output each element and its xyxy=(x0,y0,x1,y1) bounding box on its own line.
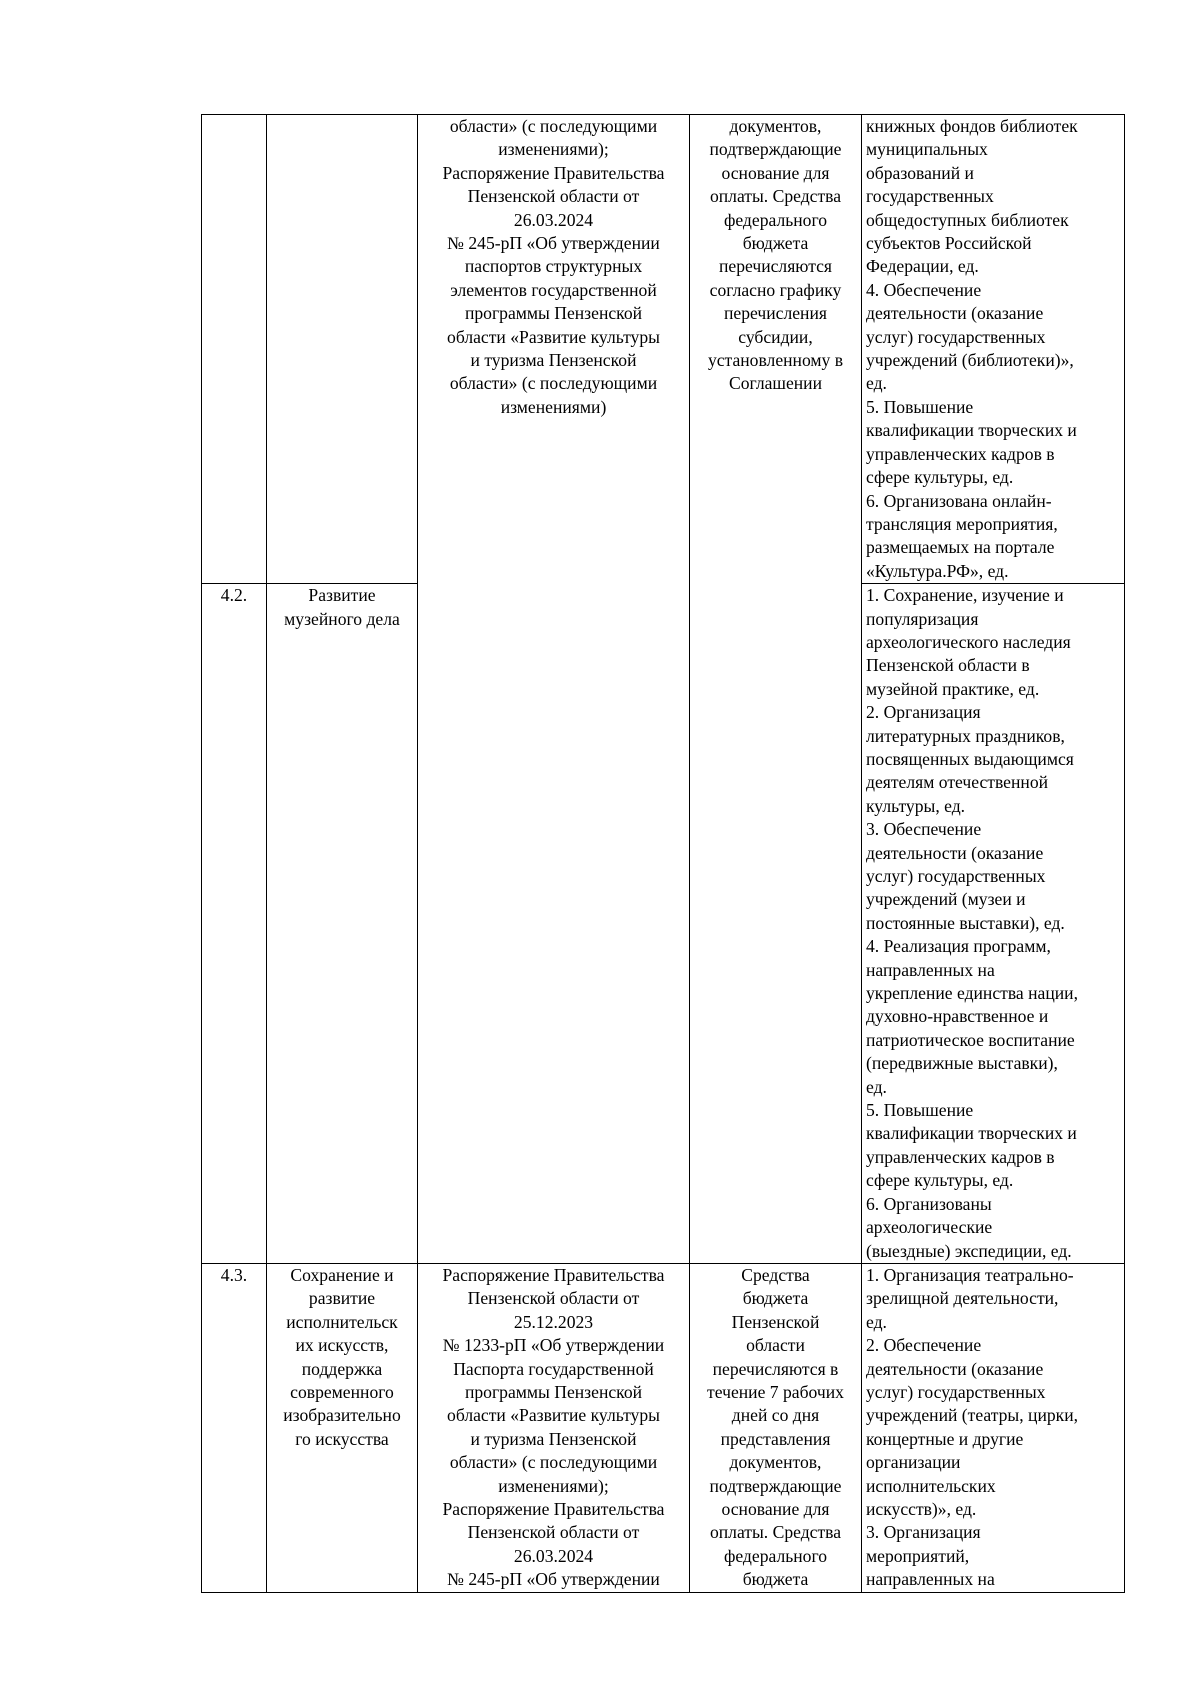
legal-basis-line: области «Развитие культуры xyxy=(447,1405,660,1426)
row-number-cell xyxy=(202,584,267,1264)
result-line: Федерации, ед. xyxy=(866,256,979,277)
result-line: концертные и другие xyxy=(866,1428,1024,1449)
payment-terms-line: субсидии, xyxy=(738,326,813,347)
result-line: 1. Организация театрально- xyxy=(866,1264,1074,1285)
result-line: муниципальных xyxy=(866,139,988,160)
results-cell xyxy=(862,1263,1125,1592)
result-line: постоянные выставки), ед. xyxy=(866,912,1065,933)
result-line: учреждений (музеи и xyxy=(866,889,1026,910)
legal-basis-line: № 245-рП «Об утверждении xyxy=(447,1569,660,1590)
payment-terms-line: бюджета xyxy=(742,1288,809,1309)
result-line: археологические xyxy=(866,1217,993,1238)
result-line: квалификации творческих и xyxy=(866,420,1077,441)
result-line: (выездные) экспедиции, ед. xyxy=(866,1240,1072,1261)
payment-terms-line: основание для xyxy=(721,162,830,183)
result-line: деятельности (оказание xyxy=(866,303,1044,324)
payment-terms-line: Соглашении xyxy=(728,373,823,394)
result-line: направленных на xyxy=(866,959,995,980)
result-line: организации xyxy=(866,1452,961,1473)
legal-basis-line: Распоряжение Правительства xyxy=(442,1264,665,1285)
result-line: сфере культуры, ед. xyxy=(866,467,1014,488)
event-name-cell xyxy=(267,584,418,1264)
event-name-line: исполнительск xyxy=(286,1311,398,1332)
payment-terms-line: согласно графику xyxy=(709,279,842,300)
result-line: ед. xyxy=(866,1311,887,1332)
result-line: музейной практике, ед. xyxy=(866,678,1040,699)
payment-terms-line: течение 7 рабочих xyxy=(707,1381,844,1402)
result-line: управленческих кадров в xyxy=(866,443,1055,464)
payment-terms-line: подтверждающие xyxy=(709,139,842,160)
result-line: книжных фондов библиотек xyxy=(866,116,1078,136)
result-line: 6. Организованы xyxy=(866,1193,992,1214)
legal-basis-line: № 1233-рП «Об утверждении xyxy=(442,1335,665,1356)
result-line: «Культура.РФ», ед. xyxy=(866,560,1009,581)
result-line: 5. Повышение xyxy=(866,396,974,417)
payment-terms-line: Пензенской xyxy=(731,1311,820,1332)
result-line: (передвижные выставки), xyxy=(866,1053,1058,1074)
legal-basis-line: 26.03.2024 xyxy=(513,209,594,230)
payment-terms-line: оплаты. Средства xyxy=(709,1522,842,1543)
payment-terms-line: бюджета xyxy=(742,1569,809,1590)
event-name-line: их искусств, xyxy=(295,1335,389,1356)
row-number: 4.2. xyxy=(220,585,248,606)
result-line: управленческих кадров в xyxy=(866,1146,1055,1167)
result-line: 2. Организация xyxy=(866,702,981,723)
payment-terms-line: перечисляются xyxy=(718,256,833,277)
result-line: популяризация xyxy=(866,608,979,629)
payment-terms-line: Средства xyxy=(741,1264,810,1285)
result-line: 3. Обеспечение xyxy=(866,819,982,840)
result-line: патриотическое воспитание xyxy=(866,1029,1075,1050)
legal-basis-line: элементов государственной xyxy=(450,279,657,300)
event-name-line: развитие xyxy=(308,1288,376,1309)
legal-basis-line: программы Пензенской xyxy=(464,303,643,324)
results-cell xyxy=(862,115,1125,584)
legal-basis-line: Распоряжение Правительства xyxy=(442,1498,665,1519)
legal-basis-line: области» (с последующими xyxy=(449,116,658,136)
legal-basis-line: программы Пензенской xyxy=(464,1381,643,1402)
event-name-line: музейного дела xyxy=(284,608,400,629)
event-name-line: изобразительно xyxy=(283,1405,401,1426)
result-line: общедоступных библиотек xyxy=(866,209,1069,230)
event-name-line: го искусства xyxy=(295,1428,389,1449)
legal-basis-line: Паспорта государственной xyxy=(453,1358,654,1379)
payment-terms-cell xyxy=(690,115,862,1264)
result-line: деятелям отечественной xyxy=(866,772,1049,793)
result-line: 1. Сохранение, изучение и xyxy=(866,585,1064,606)
result-line: 4. Обеспечение xyxy=(866,279,982,300)
event-name-line: поддержка xyxy=(301,1358,383,1379)
legal-basis-line: паспортов структурных xyxy=(464,256,643,277)
legal-basis-line: 26.03.2024 xyxy=(513,1545,594,1566)
payment-terms-line: установленному в xyxy=(707,350,844,371)
event-name-cell xyxy=(267,1263,418,1592)
payment-terms-line: подтверждающие xyxy=(709,1475,842,1496)
result-line: археологического наследия xyxy=(866,631,1071,652)
legal-basis-line: изменениями); xyxy=(498,139,609,160)
result-line: услуг) государственных xyxy=(866,866,1046,886)
result-line: учреждений (театры, цирки, xyxy=(866,1405,1079,1426)
legal-basis-cell xyxy=(418,1263,690,1592)
result-line: квалификации творческих и xyxy=(866,1123,1077,1144)
result-line: духовно-нравственное и xyxy=(866,1006,1049,1027)
result-line: услуг) государственных xyxy=(866,1381,1046,1402)
legal-basis-line: Пензенской области от xyxy=(467,186,640,207)
result-line: 6. Организована онлайн- xyxy=(866,490,1052,511)
result-line: размещаемых на портале xyxy=(866,537,1055,558)
event-name-cell xyxy=(267,115,418,584)
result-line: услуг) государственных xyxy=(866,326,1046,347)
result-line: культуры, ед. xyxy=(866,795,966,816)
result-line: субъектов Российской xyxy=(866,233,1032,254)
payment-terms-line: области xyxy=(746,1335,805,1356)
result-line: образований и xyxy=(866,162,974,183)
legal-basis-line: и туризма Пензенской xyxy=(470,1428,637,1449)
legal-basis-line: изменениями); xyxy=(498,1475,609,1496)
legal-basis-line: области» (с последующими xyxy=(449,1452,658,1473)
result-line: деятельности (оказание xyxy=(866,1358,1044,1379)
legal-basis-line: 25.12.2023 xyxy=(513,1311,594,1332)
payment-terms-line: перечисляются в xyxy=(712,1358,839,1379)
payment-terms-line: документов, xyxy=(729,1452,822,1473)
result-line: искусств)», ед. xyxy=(866,1498,977,1519)
result-line: литературных праздников, xyxy=(866,725,1065,746)
table-row xyxy=(202,115,1125,584)
result-line: ед. xyxy=(866,1076,887,1097)
table-row xyxy=(202,1263,1125,1592)
event-name-line: Развитие xyxy=(308,585,376,606)
row-number-cell xyxy=(202,115,267,584)
payment-terms-line: оплаты. Средства xyxy=(709,186,842,207)
payment-terms-line: федерального xyxy=(723,1545,828,1566)
result-line: 4. Реализация программ, xyxy=(866,936,1051,957)
result-line: сфере культуры, ед. xyxy=(866,1170,1014,1191)
result-line: 5. Повышение xyxy=(866,1100,974,1121)
legal-basis-line: Пензенской области от xyxy=(467,1288,640,1309)
event-name-line: Сохранение и xyxy=(290,1264,394,1285)
result-line: посвященных выдающимся xyxy=(866,748,1074,769)
payment-terms-line: основание для xyxy=(721,1498,830,1519)
result-line: Пензенской области в xyxy=(866,655,1030,676)
row-number-cell xyxy=(202,1263,267,1592)
legal-basis-line: и туризма Пензенской xyxy=(470,350,637,371)
payment-terms-line: документов, xyxy=(729,116,822,136)
result-line: направленных на xyxy=(866,1569,995,1590)
result-line: зрелищной деятельности, xyxy=(866,1288,1059,1309)
result-line: деятельности (оказание xyxy=(866,842,1044,863)
document-table xyxy=(201,114,1125,1593)
results-cell xyxy=(862,584,1125,1264)
legal-basis-line: области «Развитие культуры xyxy=(447,326,660,347)
legal-basis-line: Пензенской области от xyxy=(467,1522,640,1543)
legal-basis-cell xyxy=(418,115,690,1264)
legal-basis-line: изменениями) xyxy=(500,396,607,417)
event-name-line: современного xyxy=(290,1381,394,1402)
result-line: исполнительских xyxy=(866,1475,996,1496)
row-number: 4.3. xyxy=(220,1264,248,1285)
legal-basis-line: Распоряжение Правительства xyxy=(442,162,665,183)
result-line: мероприятий, xyxy=(866,1545,970,1566)
payment-terms-line: перечисления xyxy=(724,303,827,324)
payment-terms-cell xyxy=(690,1263,862,1592)
payment-terms-line: представления xyxy=(720,1428,831,1449)
legal-basis-line: области» (с последующими xyxy=(449,373,658,394)
result-line: учреждений (библиотеки)», xyxy=(866,350,1074,371)
payment-terms-line: дней со дня xyxy=(731,1405,820,1426)
payment-terms-line: бюджета xyxy=(742,233,809,254)
result-line: государственных xyxy=(866,186,994,207)
result-line: 3. Организация xyxy=(866,1522,981,1543)
result-line: трансляция мероприятия, xyxy=(866,513,1058,534)
result-line: укрепление единства нации, xyxy=(866,983,1079,1004)
result-line: 2. Обеспечение xyxy=(866,1335,982,1356)
payment-terms-line: федерального xyxy=(723,209,828,230)
result-line: ед. xyxy=(866,373,887,394)
legal-basis-line: № 245-рП «Об утверждении xyxy=(447,233,660,254)
